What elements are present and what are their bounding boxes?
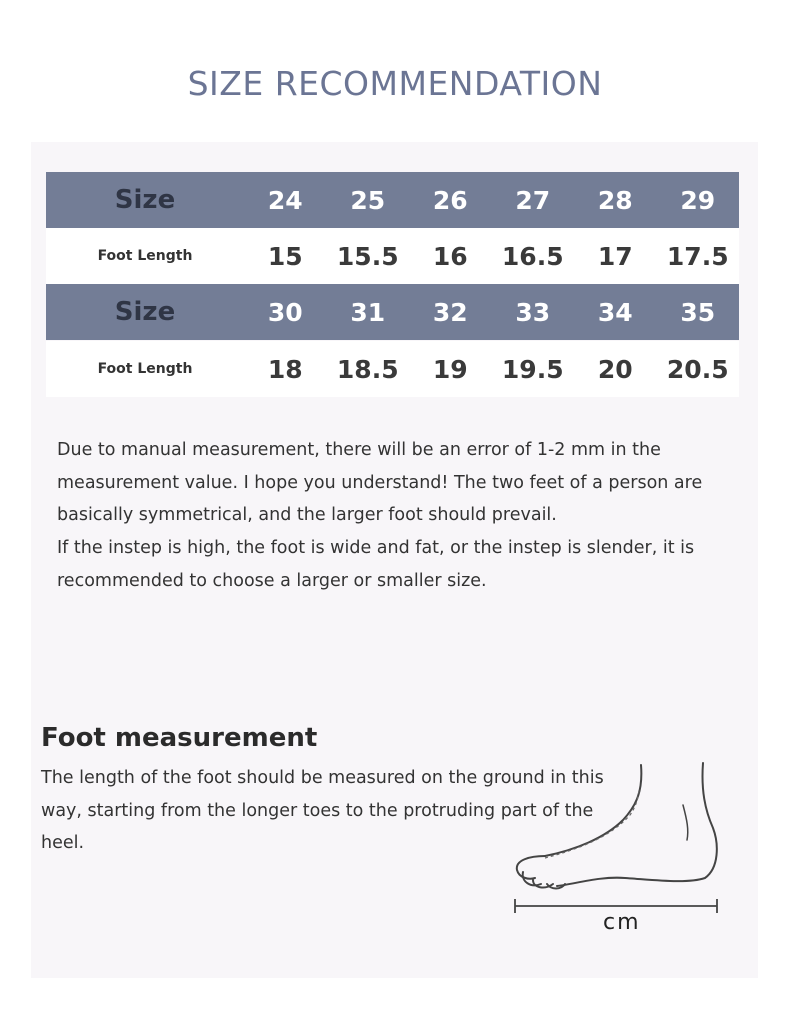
foot-length-cell: 16.5 [501, 241, 564, 271]
foot-length-cell: 15.5 [336, 241, 399, 271]
size-cell: 35 [680, 297, 716, 327]
foot-length-cell: 18.5 [336, 354, 399, 384]
note-paragraph-1: Due to manual measurement, there will be an error of 1-2 mm in the measurement value. I hope you understand! The two feet of a person are basically symmetrical, and the larger foot should prevail. [57, 440, 703, 526]
foot-length-cell: 19.5 [501, 354, 564, 384]
foot-length-row-2 [46, 341, 739, 397]
foot-length-cell: 18 [267, 354, 303, 384]
foot-measurement-heading: Foot measurement [41, 723, 318, 753]
foot-length-cell: 20.5 [666, 354, 729, 384]
foot-length-cell: 17 [597, 241, 633, 271]
unit-label: cm [603, 910, 641, 935]
size-cell: 33 [515, 297, 551, 327]
size-row-1 [46, 172, 739, 228]
size-cell: 30 [267, 297, 303, 327]
foot-illustration-icon [505, 760, 735, 920]
foot-length-cell: 15 [267, 241, 303, 271]
size-cell: 34 [597, 297, 633, 327]
foot-length-row-1 [46, 228, 739, 284]
size-label: Size [114, 185, 176, 215]
foot-measurement-text: The length of the foot should be measured on the ground in this way, starting from the longer toes to the protruding part of the heel. [41, 768, 604, 854]
foot-length-label: Foot Length [97, 361, 193, 377]
foot-length-cell: 20 [597, 354, 633, 384]
size-cell: 27 [515, 185, 551, 215]
size-cell: 31 [350, 297, 386, 327]
size-cell: 32 [432, 297, 468, 327]
size-cell: 28 [597, 185, 633, 215]
size-cell: 26 [432, 185, 468, 215]
foot-length-cell: 19 [432, 354, 468, 384]
note-paragraph-2: If the instep is high, the foot is wide and fat, or the instep is slender, it is recommended to choose a larger or smaller size. [57, 538, 695, 591]
size-cell: 29 [680, 185, 716, 215]
foot-length-cell: 17.5 [666, 241, 729, 271]
size-label: Size [114, 297, 176, 327]
foot-length-label: Foot Length [97, 248, 193, 264]
foot-length-cell: 16 [432, 241, 468, 271]
page-title: SIZE RECOMMENDATION [187, 64, 603, 103]
measurement-note [57, 434, 717, 598]
size-cell: 25 [350, 185, 386, 215]
size-cell: 24 [267, 185, 303, 215]
size-row-2 [46, 284, 739, 340]
